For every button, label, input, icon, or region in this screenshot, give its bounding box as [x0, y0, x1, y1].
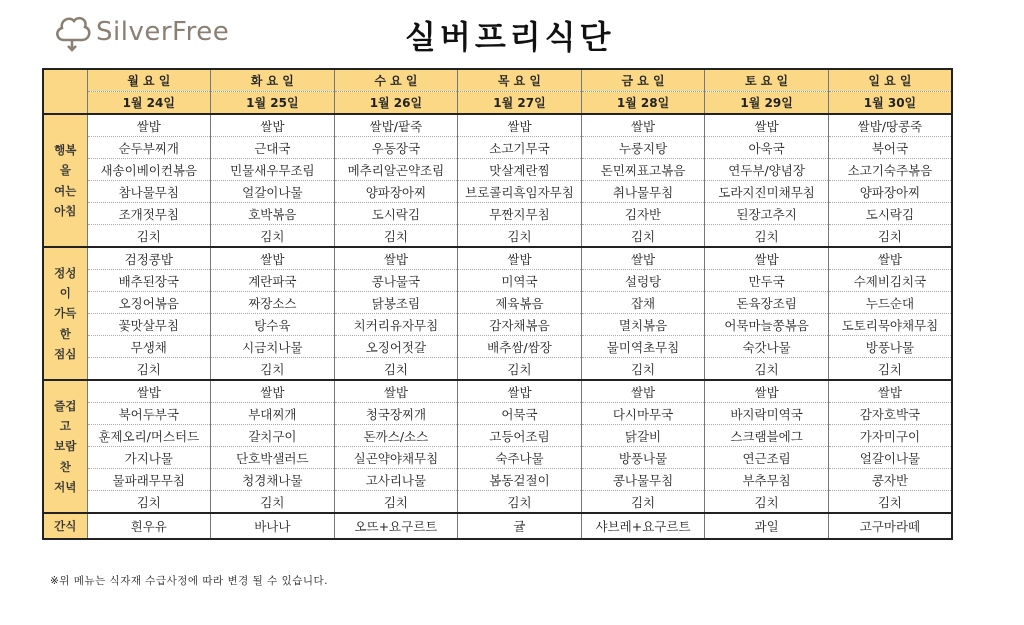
table-row — [43, 336, 952, 358]
day-name: 토 요 일 — [705, 69, 829, 92]
dish-cell: 김치 — [87, 225, 211, 248]
cloud-logo-icon — [52, 10, 92, 54]
day-date: 1월 30일 — [828, 92, 952, 115]
table-row — [43, 491, 952, 514]
day-date: 1월 28일 — [581, 92, 705, 115]
meal-label-part: 정성 — [54, 265, 77, 280]
dish-cell: 누드순대 — [828, 292, 952, 314]
dish-cell: 쌀밥 — [705, 114, 829, 137]
dish-cell: 쌀밥 — [581, 114, 705, 137]
dish-cell: 김치 — [458, 225, 582, 248]
meal-label-part: 점심 — [54, 347, 77, 362]
corner-cell — [43, 69, 87, 114]
day-name: 화 요 일 — [211, 69, 335, 92]
dish-cell: 제육볶음 — [458, 292, 582, 314]
dish-cell: 소고기무국 — [458, 137, 582, 159]
snack-cell: 흰우유 — [87, 513, 211, 539]
snack-cell: 귤 — [458, 513, 582, 539]
meal-label-part: 한 — [59, 326, 71, 341]
dish-cell: 쌀밥 — [581, 247, 705, 270]
dish-cell: 부대찌개 — [211, 403, 335, 425]
dish-cell: 고사리나물 — [334, 469, 458, 491]
menu-change-notice: ※위 메뉴는 식자재 수급사정에 따라 변경 될 수 있습니다. — [50, 575, 328, 587]
dish-cell: 쌀밥 — [705, 380, 829, 403]
day-date: 1월 24일 — [87, 92, 211, 115]
meal-label-part: 이 — [59, 285, 71, 300]
dish-cell: 탕수육 — [211, 314, 335, 336]
dish-cell: 갈치구이 — [211, 425, 335, 447]
dish-cell: 단호박샐러드 — [211, 447, 335, 469]
dish-cell: 방풍나물 — [581, 447, 705, 469]
table-row — [43, 203, 952, 225]
dish-cell: 가지나물 — [87, 447, 211, 469]
dish-cell: 방풍나물 — [828, 336, 952, 358]
dish-cell: 쌀밥 — [705, 247, 829, 270]
dish-cell: 김치 — [828, 491, 952, 514]
dish-cell: 김치 — [334, 491, 458, 514]
dish-cell: 새송이베이컨볶음 — [87, 159, 211, 181]
dish-cell: 숙갓나물 — [705, 336, 829, 358]
dish-cell: 훈제오리/머스터드 — [87, 425, 211, 447]
dish-cell: 김치 — [828, 358, 952, 381]
dish-cell: 멸치볶음 — [581, 314, 705, 336]
dish-cell: 쌀밥 — [334, 380, 458, 403]
dish-cell: 설렁탕 — [581, 270, 705, 292]
dish-cell: 실곤약야채무침 — [334, 447, 458, 469]
dish-cell: 조개젓무침 — [87, 203, 211, 225]
dish-cell: 어묵국 — [458, 403, 582, 425]
dish-cell: 콩자반 — [828, 469, 952, 491]
table-row — [43, 469, 952, 491]
dish-cell: 닭갈비 — [581, 425, 705, 447]
snack-row — [43, 513, 952, 539]
dish-cell: 꽃맛살무침 — [87, 314, 211, 336]
dish-cell: 무짠지무침 — [458, 203, 582, 225]
dish-cell: 김치 — [87, 358, 211, 381]
dish-cell: 어묵마늘쫑볶음 — [705, 314, 829, 336]
dish-cell: 시금치나물 — [211, 336, 335, 358]
dish-cell: 김치 — [334, 225, 458, 248]
weekly-menu-table — [42, 68, 953, 540]
table-row — [43, 380, 952, 403]
dish-cell: 닭봉조림 — [334, 292, 458, 314]
dish-cell: 돈까스/소스 — [334, 425, 458, 447]
table-row — [43, 247, 952, 270]
table-row — [43, 358, 952, 381]
day-name-row — [43, 69, 952, 92]
dish-cell: 근대국 — [211, 137, 335, 159]
dish-cell: 된장고추지 — [705, 203, 829, 225]
logo-text: SilverFree — [96, 17, 230, 47]
dish-cell: 김치 — [581, 358, 705, 381]
dish-cell: 쌀밥 — [211, 247, 335, 270]
dish-cell: 얼갈이나물 — [211, 181, 335, 203]
dish-cell: 수제비김치국 — [828, 270, 952, 292]
dish-cell: 소고기숙주볶음 — [828, 159, 952, 181]
day-name: 월 요 일 — [87, 69, 211, 92]
meal-label-part: 찬 — [59, 459, 71, 474]
dish-cell: 쌀밥 — [828, 247, 952, 270]
dish-cell: 호박볶음 — [211, 203, 335, 225]
dish-cell: 양파장아찌 — [334, 181, 458, 203]
day-date: 1월 27일 — [458, 92, 582, 115]
dish-cell: 콩나물무침 — [581, 469, 705, 491]
dish-cell: 미역국 — [458, 270, 582, 292]
meal-label — [43, 380, 87, 513]
dish-cell: 만두국 — [705, 270, 829, 292]
day-date: 1월 26일 — [334, 92, 458, 115]
dish-cell: 청경채나물 — [211, 469, 335, 491]
dish-cell: 청국장찌개 — [334, 403, 458, 425]
dish-cell: 브로콜리흑임자무침 — [458, 181, 582, 203]
dish-cell: 맛살계란찜 — [458, 159, 582, 181]
dish-cell: 돈육장조림 — [705, 292, 829, 314]
meal-label-part: 여는 — [54, 183, 77, 198]
day-date: 1월 25일 — [211, 92, 335, 115]
meal-label-part: 고 — [59, 418, 71, 433]
table-row — [43, 314, 952, 336]
table-row — [43, 114, 952, 137]
dish-cell: 김치 — [705, 358, 829, 381]
dish-cell: 배추된장국 — [87, 270, 211, 292]
day-date: 1월 29일 — [705, 92, 829, 115]
dish-cell: 쌀밥/팥죽 — [334, 114, 458, 137]
dish-cell: 쌀밥 — [458, 247, 582, 270]
dish-cell: 짜장소스 — [211, 292, 335, 314]
table-row — [43, 181, 952, 203]
table-row — [43, 447, 952, 469]
dish-cell: 계란파국 — [211, 270, 335, 292]
dish-cell: 도시락김 — [828, 203, 952, 225]
table-row — [43, 225, 952, 248]
dish-cell: 물미역초무침 — [581, 336, 705, 358]
dish-cell: 배추쌈/쌈장 — [458, 336, 582, 358]
dish-cell: 김치 — [334, 358, 458, 381]
dish-cell: 연두부/양념장 — [705, 159, 829, 181]
dish-cell: 돈민찌표고볶음 — [581, 159, 705, 181]
dish-cell: 치커리유자무침 — [334, 314, 458, 336]
dish-cell: 검정콩밥 — [87, 247, 211, 270]
dish-cell: 도토리묵야채무침 — [828, 314, 952, 336]
dish-cell: 숙주나물 — [458, 447, 582, 469]
dish-cell: 쌀밥 — [211, 380, 335, 403]
dish-cell: 누룽지탕 — [581, 137, 705, 159]
dish-cell: 쌀밥 — [211, 114, 335, 137]
dish-cell: 바지락미역국 — [705, 403, 829, 425]
snack-cell: 샤브레+요구르트 — [581, 513, 705, 539]
meal-label-part: 아침 — [54, 203, 77, 218]
dish-cell: 김치 — [211, 491, 335, 514]
dish-cell: 아욱국 — [705, 137, 829, 159]
dish-cell: 김치 — [705, 225, 829, 248]
dish-cell: 쌀밥 — [828, 380, 952, 403]
dish-cell: 김치 — [581, 491, 705, 514]
meal-label-part: 보람 — [54, 439, 77, 454]
dish-cell: 부추무침 — [705, 469, 829, 491]
day-name: 목 요 일 — [458, 69, 582, 92]
table-row — [43, 403, 952, 425]
dish-cell: 김자반 — [581, 203, 705, 225]
menu-body — [43, 114, 952, 539]
meal-label — [43, 247, 87, 380]
dish-cell: 봄동겉절이 — [458, 469, 582, 491]
day-name: 일 요 일 — [828, 69, 952, 92]
dish-cell: 북어국 — [828, 137, 952, 159]
dish-cell: 김치 — [458, 491, 582, 514]
dish-cell: 김치 — [211, 225, 335, 248]
dish-cell: 도라지진미채무침 — [705, 181, 829, 203]
dish-cell: 김치 — [581, 225, 705, 248]
meal-label-part: 가득 — [54, 306, 77, 321]
dish-cell: 쌀밥 — [458, 380, 582, 403]
date-row — [43, 92, 952, 115]
day-name: 수 요 일 — [334, 69, 458, 92]
dish-cell: 무생채 — [87, 336, 211, 358]
dish-cell: 가자미구이 — [828, 425, 952, 447]
meal-label-part: 즐겁 — [54, 398, 77, 413]
meal-label-part: 행복 — [54, 142, 77, 157]
dish-cell: 쌀밥 — [87, 114, 211, 137]
dish-cell: 우동장국 — [334, 137, 458, 159]
snack-label: 간식 — [43, 513, 87, 539]
snack-cell: 바나나 — [211, 513, 335, 539]
snack-cell: 오뜨+요구르트 — [334, 513, 458, 539]
dish-cell: 연근조림 — [705, 447, 829, 469]
dish-cell: 참나물무침 — [87, 181, 211, 203]
dish-cell: 고등어조림 — [458, 425, 582, 447]
table-row — [43, 137, 952, 159]
dish-cell: 도시락김 — [334, 203, 458, 225]
dish-cell: 메추리알곤약조림 — [334, 159, 458, 181]
dish-cell: 쌀밥 — [458, 114, 582, 137]
dish-cell: 김치 — [211, 358, 335, 381]
dish-cell: 김치 — [87, 491, 211, 514]
dish-cell: 스크램블에그 — [705, 425, 829, 447]
table-row — [43, 425, 952, 447]
snack-cell: 고구마라떼 — [828, 513, 952, 539]
dish-cell: 양파장아찌 — [828, 181, 952, 203]
meal-label — [43, 114, 87, 247]
dish-cell: 오징어볶음 — [87, 292, 211, 314]
page-title: 실버프리식단 — [405, 18, 615, 56]
day-name: 금 요 일 — [581, 69, 705, 92]
dish-cell: 민물새우무조림 — [211, 159, 335, 181]
dish-cell: 콩나물국 — [334, 270, 458, 292]
dish-cell: 쌀밥 — [581, 380, 705, 403]
dish-cell: 순두부찌개 — [87, 137, 211, 159]
table-row — [43, 270, 952, 292]
dish-cell: 김치 — [828, 225, 952, 248]
dish-cell: 다시마무국 — [581, 403, 705, 425]
dish-cell: 취나물무침 — [581, 181, 705, 203]
dish-cell: 오징어젓갈 — [334, 336, 458, 358]
dish-cell: 쌀밥 — [334, 247, 458, 270]
dish-cell: 감자호박국 — [828, 403, 952, 425]
meal-label-part: 을 — [59, 163, 71, 178]
brand-logo — [52, 10, 229, 54]
table-row — [43, 159, 952, 181]
dish-cell: 쌀밥/땅콩죽 — [828, 114, 952, 137]
table-row — [43, 292, 952, 314]
dish-cell: 잡채 — [581, 292, 705, 314]
dish-cell: 북어두부국 — [87, 403, 211, 425]
snack-cell: 과일 — [705, 513, 829, 539]
dish-cell: 쌀밥 — [87, 380, 211, 403]
dish-cell: 김치 — [458, 358, 582, 381]
dish-cell: 얼갈이나물 — [828, 447, 952, 469]
dish-cell: 감자채볶음 — [458, 314, 582, 336]
dish-cell: 물파래무무침 — [87, 469, 211, 491]
meal-label-part: 저녁 — [54, 480, 77, 495]
dish-cell: 김치 — [705, 491, 829, 514]
